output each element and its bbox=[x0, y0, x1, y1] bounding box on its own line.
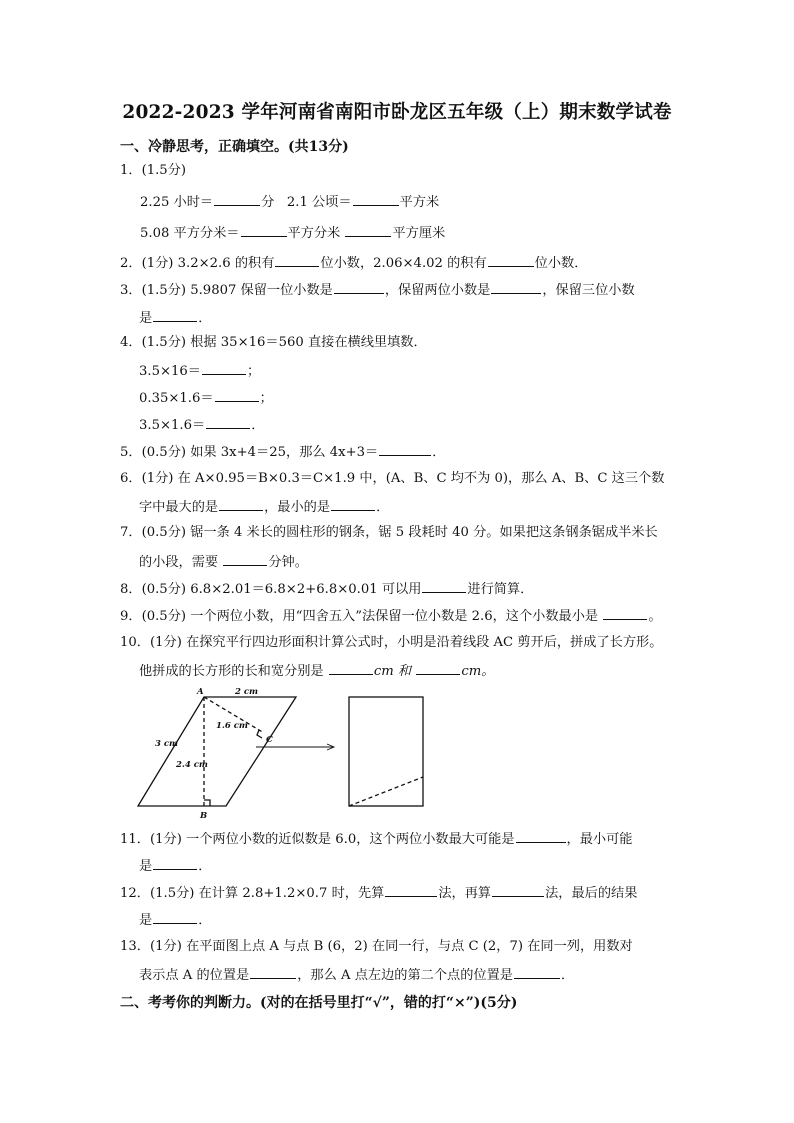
q12-text-b: 法，再算 bbox=[438, 886, 492, 901]
q4-text-2: 0.35×1.6＝ bbox=[139, 391, 214, 406]
q5-text-a: 5．(0.5分) 如果 3x+4＝25，那么 4x+3＝ bbox=[120, 445, 379, 460]
q9-text-b: 。 bbox=[648, 609, 662, 624]
label-ac: 1.6 cm bbox=[216, 721, 248, 731]
q11-text-c: 是 bbox=[139, 859, 153, 874]
q1-line1 bbox=[140, 192, 439, 212]
q13-line1: 13．(1分) 在平面图上点 A 与点 B (6，2) 在同一行，与点 C (2，7) 在同一列，用数对 bbox=[120, 939, 633, 954]
q5-blank-1[interactable] bbox=[379, 442, 431, 456]
q13-text-d: ． bbox=[560, 968, 575, 983]
q7-text-b: 的小段，需要 bbox=[139, 555, 219, 570]
q13-blank-1[interactable] bbox=[250, 965, 296, 979]
q2-line bbox=[120, 253, 587, 273]
q7-blank-1[interactable] bbox=[223, 552, 267, 566]
q5-text-b: ． bbox=[432, 445, 446, 460]
q4-line3 bbox=[139, 415, 264, 435]
right-angle-mark-c bbox=[257, 730, 262, 738]
q2-text-c: 位小数． bbox=[534, 256, 588, 271]
q12-text-e: ． bbox=[198, 913, 212, 928]
q10-text-c: cm 和 bbox=[373, 664, 412, 679]
q6-text-c: ，最小的是 bbox=[264, 500, 331, 515]
q1-text-b: 分 bbox=[261, 195, 275, 210]
q11-text-a: 11．(1分) 一个两位小数的近似数是 6.0，这个两位小数最大可能是 bbox=[120, 832, 515, 847]
q4-end-2: ； bbox=[259, 391, 273, 406]
q7-line2 bbox=[139, 552, 308, 572]
q11-text-b: ，最小可能 bbox=[566, 832, 633, 847]
q3-text-c: ，保留三位小数 bbox=[542, 283, 635, 298]
q11-line1 bbox=[120, 829, 632, 849]
q6-line2 bbox=[139, 497, 389, 517]
q4-blank-1[interactable] bbox=[202, 361, 246, 375]
q6-line1: 6．(1分) 在 A×0.95＝B×0.3＝C×1.9 中，(A、B、C 均不为 0)，那么 A、B、C 这三个数 bbox=[120, 471, 665, 486]
label-b: B bbox=[200, 811, 208, 821]
q1-head: 1．(1.5分) bbox=[120, 163, 187, 178]
q3-line2 bbox=[139, 308, 211, 328]
q3-text-b: ，保留两位小数是 bbox=[384, 283, 491, 298]
q3-text-d: 是 bbox=[139, 311, 153, 326]
q1-text-a: 2.25 小时＝ bbox=[140, 195, 214, 210]
q1-blank-3[interactable] bbox=[241, 223, 287, 237]
q9-blank-1[interactable] bbox=[603, 606, 647, 620]
q7-text-c: 分钟。 bbox=[268, 555, 308, 570]
q1-blank-2[interactable] bbox=[353, 192, 399, 206]
label-side: 3 cm bbox=[155, 739, 179, 749]
q4-text-3: 3.5×1.6＝ bbox=[139, 418, 206, 433]
rectangle-shape bbox=[349, 697, 423, 806]
q1-text-c: 2.1 公顷＝ bbox=[286, 195, 352, 210]
label-c: C bbox=[266, 735, 273, 745]
q6-blank-1[interactable] bbox=[219, 497, 263, 511]
q12-text-c: 法，最后的结果 bbox=[545, 886, 638, 901]
q6-blank-2[interactable] bbox=[331, 497, 375, 511]
q11-blank-1[interactable] bbox=[516, 829, 566, 843]
label-a: A bbox=[197, 687, 204, 697]
q1-text-f: 平方分米 bbox=[287, 226, 341, 241]
q12-text-d: 是 bbox=[139, 913, 153, 928]
section-1-heading: 一、冷静思考，正确填空。(共13分) bbox=[120, 139, 349, 155]
parallelogram-shape bbox=[138, 697, 296, 806]
right-angle-mark-b bbox=[204, 800, 210, 806]
q10-blank-2[interactable] bbox=[416, 661, 460, 675]
q1-line2 bbox=[140, 223, 445, 243]
q4-text-1: 3.5×16＝ bbox=[139, 364, 201, 379]
q9-line bbox=[120, 606, 662, 626]
q4-end-1: ； bbox=[247, 364, 261, 379]
q2-blank-2[interactable] bbox=[488, 253, 534, 267]
q4-head: 4．(1.5分) 根据 35×16＝560 直接在横线里填数． bbox=[120, 335, 427, 350]
q1-blank-1[interactable] bbox=[214, 192, 260, 206]
q3-blank-1[interactable] bbox=[334, 280, 384, 294]
q4-blank-2[interactable] bbox=[215, 388, 259, 402]
q12-line1 bbox=[120, 883, 637, 903]
q8-blank-1[interactable] bbox=[422, 579, 466, 593]
q13-text-c: ，那么 A 点左边的第二个点的位置是 bbox=[297, 968, 513, 983]
q12-blank-1[interactable] bbox=[385, 883, 437, 897]
q1-text-g: 平方厘米 bbox=[392, 226, 446, 241]
q3-line1 bbox=[120, 280, 635, 300]
q12-text-a: 12．(1.5分) 在计算 2.8+1.2×0.7 时，先算 bbox=[120, 886, 385, 901]
q4-line1 bbox=[139, 361, 260, 381]
q7-line1: 7．(0.5分) 锯一条 4 米长的圆柱形的钢条，锯 5 段耗时 40 分。如果把这条钢条锯成半米长 bbox=[120, 525, 658, 540]
q10-blank-1[interactable] bbox=[329, 661, 373, 675]
label-height: 2.4 cm bbox=[176, 760, 208, 770]
ac-dashed-line bbox=[204, 697, 264, 733]
q3-text-a: 3．(1.5分) 5.9807 保留一位小数是 bbox=[120, 283, 333, 298]
q2-text-a: 2．(1分) 3.2×2.6 的积有 bbox=[120, 256, 275, 271]
q4-line2 bbox=[139, 388, 273, 408]
q1-text-e: 5.08 平方分米＝ bbox=[140, 226, 240, 241]
q13-text-b: 表示点 A 的位置是 bbox=[139, 968, 250, 983]
q3-blank-3[interactable] bbox=[153, 308, 197, 322]
q12-blank-2[interactable] bbox=[492, 883, 544, 897]
q13-blank-2[interactable] bbox=[514, 965, 560, 979]
q10-line2 bbox=[139, 661, 494, 681]
q1-text-d: 平方米 bbox=[399, 195, 440, 210]
q2-text-b: 位小数，2.06×4.02 的积有 bbox=[320, 256, 487, 271]
q10-line1: 10．(1分) 在探究平行四边形面积计算公式时，小明是沿着线段 AC 剪开后，拼成了长方形。 bbox=[120, 635, 663, 650]
q11-text-d: ． bbox=[198, 859, 212, 874]
q6-text-d: ． bbox=[376, 500, 390, 515]
arrow-head-icon bbox=[327, 744, 334, 750]
q4-end-3: ． bbox=[251, 418, 265, 433]
q10-text-b: 他拼成的长方形的长和宽分别是 bbox=[139, 664, 324, 679]
q1-blank-4[interactable] bbox=[345, 223, 391, 237]
q11-line2 bbox=[139, 856, 211, 876]
label-top: 2 cm bbox=[235, 687, 259, 697]
q11-blank-2[interactable] bbox=[153, 856, 197, 870]
q3-blank-2[interactable] bbox=[491, 280, 541, 294]
page-title: 2022-2023 学年河南省南阳市卧龙区五年级（上）期末数学试卷 bbox=[122, 102, 672, 123]
q12-line2 bbox=[139, 910, 211, 930]
q8-line bbox=[120, 579, 533, 599]
q10-text-d: cm。 bbox=[461, 664, 495, 679]
q5-line bbox=[120, 442, 445, 462]
q2-blank-1[interactable] bbox=[275, 253, 319, 267]
q8-text-a: 8．(0.5分) 6.8×2.01＝6.8×2+6.8×0.01 可以用 bbox=[120, 582, 422, 597]
rectangle-dashed-line bbox=[349, 777, 423, 806]
q3-text-e: ． bbox=[198, 311, 212, 326]
q4-blank-3[interactable] bbox=[206, 415, 250, 429]
q9-text-a: 9．(0.5分) 一个两位小数，用“四舍五入”法保留一位小数是 2.6，这个小数最小是 bbox=[120, 609, 599, 624]
q8-text-b: 进行简算． bbox=[467, 582, 534, 597]
q6-text-b: 字中最大的是 bbox=[139, 500, 219, 515]
q12-blank-3[interactable] bbox=[153, 910, 197, 924]
q13-line2 bbox=[139, 965, 574, 985]
section-2-heading: 二、考考你的判断力。(对的在括号里打“√”，错的打“×”)(5分) bbox=[120, 995, 518, 1011]
